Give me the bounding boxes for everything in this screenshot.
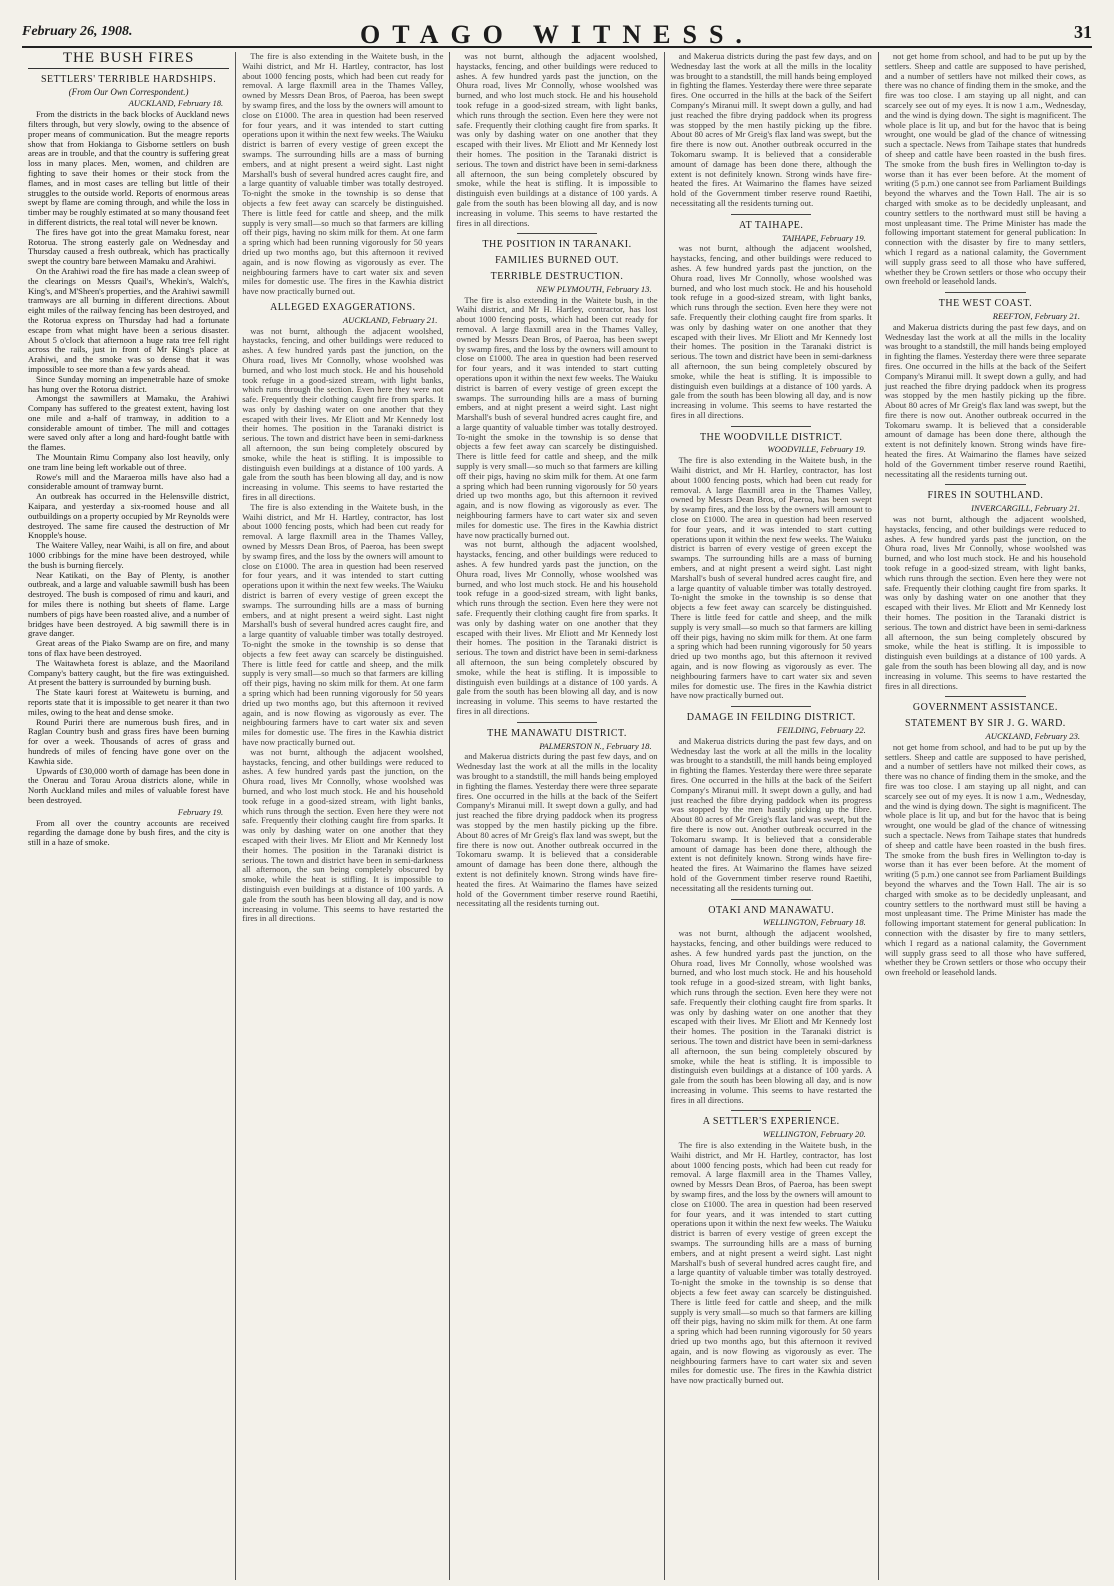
dateline: AUCKLAND, February 23.	[985, 731, 1081, 741]
paragraph: The fire is also extending in the Waitete bush, in the Waihi district, and Mr H. Hartley, contractor, has lost about 1000 fencing posts, which had been cut ready for removal. A large flaxmill area in the Thames Valley, owned by Messrs Dean Bros, of Paeroa, has been swept by swamp fires, and the loss by the owners will amount to close on £1000. The area in question had been reserved for four years, and it was intended to start cutting operations upon it within the next few weeks. The Waiuku district is barren of every vestige of green except the swamps. The surrounding hills are a mass of burning embers, and at night present a weird sight. Last night Marshall's bush of several hundred acres caught fire, and a large quantity of valuable timber was totally destroyed. To-night the smoke in the township is so dense that objects a few feet away can scarcely be distinguished. There is little feed for cattle and sheep, and the milk supply is very small—so much so that farmers are killing off their pigs, having no skim milk for them. At one farm a spring which had been running vigorously for 50 years dried up two months ago, but this afternoon it revived again, and is now flowing as vigorously as ever. The neighbouring farmers have to cart water six and seven miles for domestic use. The fires in the Kawhia district have now practically burned out.	[670, 1140, 872, 1386]
dateline: PALMERSTON N., February 18.	[539, 740, 652, 751]
paragraph: and Makerua districts during the past few days, and on Wednesday last the work at all the mills in the locality was brought to a standstill, the mill hands being employed in fighting the flames. Yesterday there were three separate fires. One occurred in the hills at the back of the Seifert Company's Miranui mill. It swept down a gully, and had just reached the fibre drying paddock when its progress was stopped by the men hastily picking up the fibre. About 80 acres of Mr Greig's flax land was swept, but the fire there is now out. Another outbreak occurred in the Tokomaru swamp. It is believed that a considerable amount of damage has been done there, although the extent is not definitely known. Strong winds have fire-heated the fires. At Waimarino the flames have seized hold of the Government timber reserve round Raetihi, necessitating all the residents turning out.	[670, 735, 872, 893]
section-heading: GOVERNMENT ASSISTANCE.	[912, 702, 1058, 714]
section-heading: FAMILIES BURNED OUT.	[495, 255, 619, 267]
paragraph: Round Puriri there are numerous bush fires, and in Raglan Country bush and grass fires have been burning for over a week. Thousands of acres of grass and hundreds of miles of fencing have gone over on the Kawhia side.	[28, 716, 230, 766]
paragraph: The fires have got into the great Mamaku forest, near Rotorua. The strong easterly gale on Wednesday and Thursday caused a fresh outbreak, which has practically swept the country bare between Mamaku and Arahiwi.	[28, 226, 230, 267]
paragraph: The fire is also extending in the Waitete bush, in the Waihi district, and Mr H. Hartley, contractor, has lost about 1000 fencing posts, which had been cut ready for removal. A large flaxmill area in the Thames Valley, owned by Messrs Dean Bros, of Paeroa, has been swept by swamp fires, and the loss by the owners will amount to close on £1000. The area in question had been reserved for four years, and it was intended to start cutting operations upon it within the next few weeks. The Waiuku district is barren of every vestige of green except the swamps. The surrounding hills are a mass of burning embers, and at night present a weird sight. Last night Marshall's bush of several hundred acres caught fire, and a large quantity of valuable timber was totally destroyed. To-night the smoke in the township is so dense that objects a few feet away can scarcely be distinguished. There is little feed for cattle and sheep, and the milk supply is very small—so much so that farmers are killing off their pigs, having no skim milk for them. At one farm a spring which had been running vigorously for 50 years dried up two months ago, but this afternoon it revived again, and is now flowing as vigorously as ever. The neighbouring farmers have to cart water six and seven miles for domestic use. The fires in the Kawhia district have now practically burned out.	[456, 294, 658, 540]
byline: (From Our Own Correspondent.)	[68, 86, 189, 97]
divider	[731, 1110, 811, 1111]
article-subheading: SETTLERS' TERRIBLE HARDSHIPS.	[40, 73, 217, 85]
section-heading: STATEMENT BY SIR J. G. WARD.	[905, 718, 1066, 730]
section-heading: AT TAIHAPE.	[739, 219, 804, 231]
paragraph: was not burnt, although the adjacent woolshed, haystacks, fencing, and other buildings were reduced to ashes. A few hundred yards past the junction, on the Ohura road, lives Mr Connolly, whose woolshed was burned, and who lost much stock. He and his household took refuge in a good-sized stream, with light banks, which runs through the section. Even here they were not safe. Frequently their clothing caught fire from sparks. It was only by dashing water on one another that they escaped with their lives. Mr Eliott and Mr Kennedy lost their homes. The position in the Taranaki district is serious. The town and district have been in semi-darkness all afternoon, the sun being completely obscured by smoke, while the heat is stifling. It is impossible to distinguish even buildings at a distance of 100 yards. A gale from the south has been blowing all day, and is now increasing in volume. This seems to have restarted the fires in all directions.	[456, 539, 658, 716]
masthead	[22, 20, 1092, 48]
section-heading: ALLEGED EXAGGERATIONS.	[270, 301, 416, 313]
paragraph: was not burnt, although the adjacent woolshed, haystacks, fencing, and other buildings were reduced to ashes. A few hundred yards past the junction, on the Ohura road, lives Mr Connolly, whose woolshed was burned, and who lost much stock. He and his household took refuge in a good-sized stream, with light banks, which runs through the section. Even here they were not safe. Frequently their clothing caught fire from sparks. It was only by dashing water on one another that they escaped with their lives. Mr Eliott and Mr Kennedy lost their homes. The position in the Taranaki district is serious. The town and district have been in semi-darkness all afternoon, the sun being completely obscured by smoke, while the heat is stifling. It is impossible to distinguish even buildings at a distance of 100 yards. A gale from the south has been blowing all day, and is now increasing in volume. This seems to have restarted the fires in all directions.	[242, 325, 444, 503]
dateline: WOODVILLE, February 19.	[767, 444, 866, 455]
dateline: NEW PLYMOUTH, February 13.	[536, 283, 652, 294]
paragraph: From all over the country accounts are received regarding the damage done by bush fires, and the city is still in a haze of smoke.	[28, 817, 230, 848]
section-heading: TERRIBLE DESTRUCTION.	[490, 270, 624, 282]
dateline: February 19.	[177, 806, 224, 817]
section-heading: OTAKI AND MANAWATU.	[708, 904, 835, 916]
divider	[731, 706, 811, 707]
paragraph: was not burnt, although the adjacent woolshed, haystacks, fencing, and other buildings were reduced to ashes. A few hundred yards past the junction, on the Ohura road, lives Mr Connolly, whose woolshed was burned, and who lost much stock. He and his household took refuge in a good-sized stream, with light banks, which runs through the section. Even here they were not safe. Frequently their clothing caught fire from sparks. It was only by dashing water on one another that they escaped with their lives. Mr Eliott and Mr Kennedy lost their homes. The position in the Taranaki district is serious. The town and district have been in semi-darkness all afternoon, the sun being completely obscured by smoke, while the heat is stifling. It is impossible to distinguish even buildings at a distance of 100 yards. A gale from the south has been blowing all day, and is now increasing in volume. This seems to have restarted the fires in all directions.	[670, 243, 872, 420]
dateline: AUCKLAND, February 18.	[128, 98, 224, 109]
dateline: WELLINGTON, February 18.	[762, 917, 866, 928]
section-heading: THE POSITION IN TARANAKI.	[482, 239, 632, 251]
paragraph: The fire is also extending in the Waitete bush, in the Waihi district, and Mr H. Hartley, contractor, has lost about 1000 fencing posts, which had been cut ready for removal. A large flaxmill area in the Thames Valley, owned by Messrs Dean Bros, of Paeroa, has been swept by swamp fires, and the loss by the owners will amount to close on £1000. The area in question had been reserved for four years, and it was intended to start cutting operations upon it within the next few weeks. The Waiuku district is barren of every vestige of green except the swamps. The surrounding hills are a mass of burning embers, and at night present a weird sight. Last night Marshall's bush of several hundred acres caught fire, and a large quantity of valuable timber was totally destroyed. To-night the smoke in the township is so dense that objects a few feet away can scarcely be distinguished. There is little feed for cattle and sheep, and the milk supply is very small—so much so that farmers are killing off their pigs, having no skim milk for them. At one farm a spring which had been running vigorously for 50 years dried up two months ago, but this afternoon it revived again, and is now flowing as vigorously as ever. The neighbouring farmers have to cart water six and seven miles for domestic use. The fires in the Kawhia district have now practically burned out.	[242, 52, 444, 297]
divider	[945, 696, 1025, 697]
divider	[731, 426, 811, 427]
paragraph: was not burnt, although the adjacent woolshed, haystacks, fencing, and other buildings were reduced to ashes. A few hundred yards past the junction, on the Ohura road, lives Mr Connolly, whose woolshed was burned, and who lost much stock. He and his household took refuge in a good-sized stream, with light banks, which runs through the section. Even here they were not safe. Frequently their clothing caught fire from sparks. It was only by dashing water on one another that they escaped with their lives. Mr Eliott and Mr Kennedy lost their homes. The position in the Taranaki district is serious. The town and district have been in semi-darkness all afternoon, the sun being completely obscured by smoke, while the heat is stifling. It is impossible to distinguish even buildings at a distance of 100 yards. A gale from the south has been blowing all day, and is now increasing in volume. This seems to have restarted the fires in all directions.	[242, 746, 444, 924]
dateline: AUCKLAND, February 21.	[342, 314, 438, 325]
paragraph: not get home from school, and had to be put up by the settlers. Sheep and cattle are supposed to have perished, and a number of settlers have not milked their cows, as there was no chance of finding them in the smoke, and the fire was too close. I am staying up all night, and can scarcely see out of my eyes. It is now 1 a.m., Wednesday, and the wind is dying down. The sight is magnificent. The whole place is lit up, and but for the havoc that is being wrought, one would be glad of the chance of witnessing such a spectacle. News from Taihape states that hundreds of sheep and cattle have been roasted in the bush fires. The smoke from the bush fires in Wellington to-day is worse than it has ever been before. At the moment of writing (5 p.m.) one cannot see from Parliament Buildings beyond the wharves and the Town Hall. The air is so charged with smoke as to be decidedly unpleasant, and country settlers to the northward must still be having a most unpleasant time. The Prime Minister has made the following important statement for general publication: In connection with the disaster by fire to many settlers, which I regard as a national calamity, the Government will supply grass seed to all those who have suffered, whether they be Crown settlers or those who occupy their own freehold or leasehold lands.	[884, 52, 1087, 287]
section-heading: A SETTLER'S EXPERIENCE.	[702, 1116, 840, 1128]
column-1	[22, 52, 236, 1580]
column-4	[665, 52, 879, 1580]
paragraph: and Makerua districts during the past few days, and on Wednesday last the work at all the mills in the locality was brought to a standstill, the mill hands being employed in fighting the flames. Yesterday there were three separate fires. One occurred in the hills at the back of the Seifert Company's Miranui mill. It swept down a gully, and had just reached the fibre drying paddock when its progress was stopped by the men hastily picking up the fibre. About 80 acres of Mr Greig's flax land was swept, but the fire there is now out. Another outbreak occurred in the Tokomaru swamp. It is believed that a considerable amount of damage has been done there, although the extent is not definitely known. Strong winds have fire-heated the fires. At Waimarino the flames have seized hold of the Government timber reserve round Raetihi, necessitating all the residents turning out.	[456, 751, 658, 909]
dateline: REEFTON, February 21.	[992, 310, 1081, 321]
paragraph: The Mountain Rimu Company also lost heavily, only one tram line being left workable out of three.	[28, 452, 230, 472]
newspaper-title: OTAGO WITNESS.	[360, 20, 754, 49]
divider	[945, 292, 1025, 293]
section-heading: THE WOODVILLE DISTRICT.	[699, 431, 843, 443]
paragraph: The Waitawheta forest is ablaze, and the Maoriland Company's battery caught, but the fire was extinguished. At present the battery is surrounded by burning bush.	[28, 657, 230, 688]
divider	[517, 233, 597, 234]
section-heading: THE MANAWATU DISTRICT.	[487, 727, 627, 739]
paragraph: was not burnt, although the adjacent woolshed, haystacks, fencing, and other buildings were reduced to ashes. A few hundred yards past the junction, on the Ohura road, lives Mr Connolly, whose woolshed was burned, and who lost much stock. He and his household took refuge in a good-sized stream, with light banks, which runs through the section. Even here they were not safe. Frequently their clothing caught fire from sparks. It was only by dashing water on one another that they escaped with their lives. Mr Eliott and Mr Kennedy lost their homes. The position in the Taranaki district is serious. The town and district have been in semi-darkness all afternoon, the sun being completely obscured by smoke, while the heat is stifling. It is impossible to distinguish even buildings at a distance of 100 yards. A gale from the south has been blowing all day, and is now increasing in volume. This seems to have restarted the fires in all directions.	[884, 514, 1087, 691]
paragraph: From the districts in the back blocks of Auckland news filters through, but very slowly, owing to the absence of proper means of communication. But the meagre reports show that from Hokianga to Gisborne settlers on bush areas are in trouble, and that the country is suffering great loss in many places. Men, women, and children are fighting to save their homes or their stock from the flames, and in most cases are telling but little of their struggles to the outside world. Reports of enormous areas swept by flame are coming through, and while the loss in timber may be roughly estimated at so many thousand feet in different districts, the real total will never be known.	[28, 109, 230, 227]
paragraph: was not burnt, although the adjacent woolshed, haystacks, fencing, and other buildings were reduced to ashes. A few hundred yards past the junction, on the Ohura road, lives Mr Connolly, whose woolshed was burned, and who lost much stock. He and his household took refuge in a good-sized stream, with light banks, which runs through the section. Even here they were not safe. Frequently their clothing caught fire from sparks. It was only by dashing water on one another that they escaped with their lives. Mr Eliott and Mr Kennedy lost their homes. The position in the Taranaki district is serious. The town and district have been in semi-darkness all afternoon, the sun being completely obscured by smoke, while the heat is stifling. It is impossible to distinguish even buildings at a distance of 100 yards. A gale from the south has been blowing all day, and is now increasing in volume. This seems to have restarted the fires in all directions.	[670, 928, 872, 1105]
divider	[945, 484, 1025, 485]
paragraph: The fire is also extending in the Waitete bush, in the Waihi district, and Mr H. Hartley, contractor, has lost about 1000 fencing posts, which had been cut ready for removal. A large flaxmill area in the Thames Valley, owned by Messrs Dean Bros, of Paeroa, has been swept by swamp fires, and the loss by the owners will amount to close on £1000. The area in question had been reserved for four years, and it was intended to start cutting operations upon it within the next few weeks. The Waiuku district is barren of every vestige of green except the swamps. The surrounding hills are a mass of burning embers, and at night present a weird sight. Last night Marshall's bush of several hundred acres caught fire, and a large quantity of valuable timber was totally destroyed. To-night the smoke in the township is so dense that objects a few feet away can scarcely be distinguished. There is little feed for cattle and sheep, and the milk supply is very small—so much so that farmers are killing off their pigs, having no skim milk for them. At one farm a spring which had been running vigorously for 50 years dried up two months ago, but this afternoon it revived again, and is now flowing as vigorously as ever. The neighbouring farmers have to cart water six and seven miles for domestic use. The fires in the Kawhia district have now practically burned out.	[670, 455, 872, 701]
page-number: 31	[1074, 22, 1092, 42]
paragraph: Near Katikati, on the Bay of Plenty, is another outbreak, and a large and valuable sawmill bush has been destroyed. The bush is composed of rimu and kauri, and for miles there is nothing but sheets of flame. Large numbers of pigs have been roasted alive, and a number of bridges have been destroyed. A big sawmill there is in grave danger.	[28, 569, 230, 639]
dateline: WELLINGTON, February 20.	[762, 1129, 866, 1140]
paragraph: The State kauri forest at Waitewetu is burning, and reports state that it is impossible to get nearer it than two miles, owing to the heat and dense smoke.	[28, 687, 230, 717]
paragraph: Rowe's mill and the Maraeroa mills have also had a considerable amount of tramway burnt.	[28, 471, 230, 492]
paragraph: not get home from school, and had to be put up by the settlers. Sheep and cattle are supposed to have perished, and a number of settlers have not milked their cows, as there was no chance of finding them in the smoke, and the fire was too close. I am staying up all night, and can scarcely see out of my eyes. It is now 1 a.m., Wednesday, and the wind is dying down. The sight is magnificent. The whole place is lit up, and but for the havoc that is being wrought, one would be glad of the chance of witnessing such a spectacle. News from Taihape states that hundreds of sheep and cattle have been roasted in the bush fires. The smoke from the bush fires in Wellington to-day is worse than it has ever been before. At the moment of writing (5 p.m.) one cannot see from Parliament Buildings beyond the wharves and the Town Hall. The air is so charged with smoke as to be decidedly unpleasant, and country settlers to the northward must still be having a most unpleasant time. The Prime Minister has made the following important statement for general publication: In connection with the disaster by fire to many settlers, which I regard as a national calamity, the Government will supply grass seed to all those who have suffered, whether they be Crown settlers or those who occupy their own freehold or leasehold lands.	[884, 741, 1087, 978]
section-heading: FIRES IN SOUTHLAND.	[927, 490, 1044, 502]
divider	[731, 214, 811, 215]
paragraph: An outbreak has occurred in the Helensville district, Kaipara, and yesterday a six-roomed house and all outbuildings on a property occupied by Mr Reynolds were destroyed. The same fire caused the destruction of Mr Knopple's house.	[28, 491, 230, 541]
column-3	[450, 52, 664, 1580]
article-heading: THE BUSH FIRES	[28, 54, 229, 69]
column-2	[236, 52, 450, 1580]
paragraph: Great areas of the Piako Swamp are on fire, and many tons of flax have been destroyed.	[28, 638, 230, 659]
column-5	[879, 52, 1092, 1580]
paragraph: and Makerua districts during the past few days, and on Wednesday last the work at all the mills in the locality was brought to a standstill, the mill hands being employed in fighting the flames. Yesterday there were three separate fires. One occurred in the hills at the back of the Seifert Company's Miranui mill. It swept down a gully, and had just reached the fibre drying paddock when its progress was stopped by the men hastily picking up the fibre. About 80 acres of Mr Greig's flax land was swept, but the fire there is now out. Another outbreak occurred in the Tokomaru swamp. It is believed that a considerable amount of damage has been done there, although the extent is not definitely known. Strong winds have fire-heated the fires. At Waimarino the flames have seized hold of the Government timber reserve round Raetihi, necessitating all the residents turning out.	[670, 52, 872, 208]
dateline: TAIHAPE, February 19.	[781, 232, 866, 243]
paragraph: was not burnt, although the adjacent woolshed, haystacks, fencing, and other buildings were reduced to ashes. A few hundred yards past the junction, on the Ohura road, lives Mr Connolly, whose woolshed was burned, and who lost much stock. He and his household took refuge in a good-sized stream, with light banks, which runs through the section. Even here they were not safe. Frequently their clothing caught fire from sparks. It was only by dashing water on one another that they escaped with their lives. Mr Eliott and Mr Kennedy lost their homes. The position in the Taranaki district is serious. The town and district have been in semi-darkness all afternoon, the sun being completely obscured by smoke, while the heat is stifling. It is impossible to distinguish even buildings at a distance of 100 yards. A gale from the south has been blowing all day, and is now increasing in volume. This seems to have restarted the fires in all directions.	[456, 52, 658, 228]
issue-date: February 26, 1908.	[22, 24, 133, 39]
section-heading: DAMAGE IN FEILDING DISTRICT.	[686, 712, 856, 724]
divider	[517, 722, 597, 723]
newspaper-columns	[22, 52, 1092, 1580]
paragraph: The Waitere Valley, near Waihi, is all on fire, and about 1000 cribbings for the mine have been destroyed, while the bush is burning fiercely.	[28, 540, 230, 570]
dateline: INVERCARGILL, February 21.	[971, 503, 1081, 514]
paragraph: On the Arahiwi road the fire has made a clean sweep of the clearings on Messrs Quail's, Whekin's, Walch's, King's, and M'Sheen's properties, and the Arahiwi sawmill tramways are all burning in different directions. About eight miles of the railway fencing has been destroyed, and the Rotorua express on Thursday had had a fortunate escape from what might have been a serious disaster. About 5 o'clock that afternoon a huge rata tree fell right across the rails, just in front of Mr King's place at Arahiwi, and the smoke was so dense that it was impossible to see more than a few yards ahead.	[28, 265, 230, 374]
paragraph: Upwards of £30,000 worth of damage has been done in the Onerau and Torau Aroua districts alone, while in North Auckland miles and miles of valuable forest have been destroyed.	[28, 765, 230, 805]
section-heading: THE WEST COAST.	[938, 298, 1033, 310]
divider	[731, 899, 811, 900]
paragraph: The fire is also extending in the Waitete bush, in the Waihi district, and Mr H. Hartley, contractor, has lost about 1000 fencing posts, which had been cut ready for removal. A large flaxmill area in the Thames Valley, owned by Messrs Dean Bros, of Paeroa, has been swept by swamp fires, and the loss by the owners will amount to close on £1000. The area in question had been reserved for four years, and it was intended to start cutting operations upon it within the next few weeks. The Waiuku district is barren of every vestige of green except the swamps. The surrounding hills are a mass of burning embers, and at night present a weird sight. Last night Marshall's bush of several hundred acres caught fire, and a large quantity of valuable timber was totally destroyed. To-night the smoke in the township is so dense that objects a few feet away can scarcely be distinguished. There is little feed for cattle and sheep, and the milk supply is very small—so much so that farmers are killing off their pigs, having no skim milk for them. At one farm a spring which had been running vigorously for 50 years dried up two months ago, but this afternoon it revived again, and is now flowing as vigorously as ever. The neighbouring farmers have to cart water six and seven miles for domestic use. The fires in the Kawhia district have now practically burned out.	[242, 501, 444, 747]
dateline: FEILDING, February 22.	[777, 725, 866, 735]
paragraph: Amongst the sawmillers at Mamaku, the Arahiwi Company has suffered to the greatest extent, having lost one mile and a-half of tramway, in addition to a considerable amount of timber. The mill and cottages were saved only after a long and hard-fought battle with the flames.	[28, 393, 230, 453]
paragraph: and Makerua districts during the past few days, and on Wednesday last the work at all the mills in the locality was brought to a standstill, the mill hands being employed in fighting the flames. Yesterday there were three separate fires. One occurred in the hills at the back of the Seifert Company's Miranui mill. It swept down a gully, and had just reached the fibre drying paddock when its progress was stopped by the men hastily picking up the fibre. About 80 acres of Mr Greig's flax land was swept, but the fire there is now out. Another outbreak occurred in the Tokomaru swamp. It is believed that a considerable amount of damage has been done there, although the extent is not definitely known. Strong winds have fire-heated the fires. At Waimarino the flames have seized hold of the Government timber reserve round Raetihi, necessitating all the residents turning out.	[884, 321, 1087, 479]
paragraph: Since Sunday morning an impenetrable haze of smoke has hung over the Rotorua district.	[28, 373, 230, 394]
